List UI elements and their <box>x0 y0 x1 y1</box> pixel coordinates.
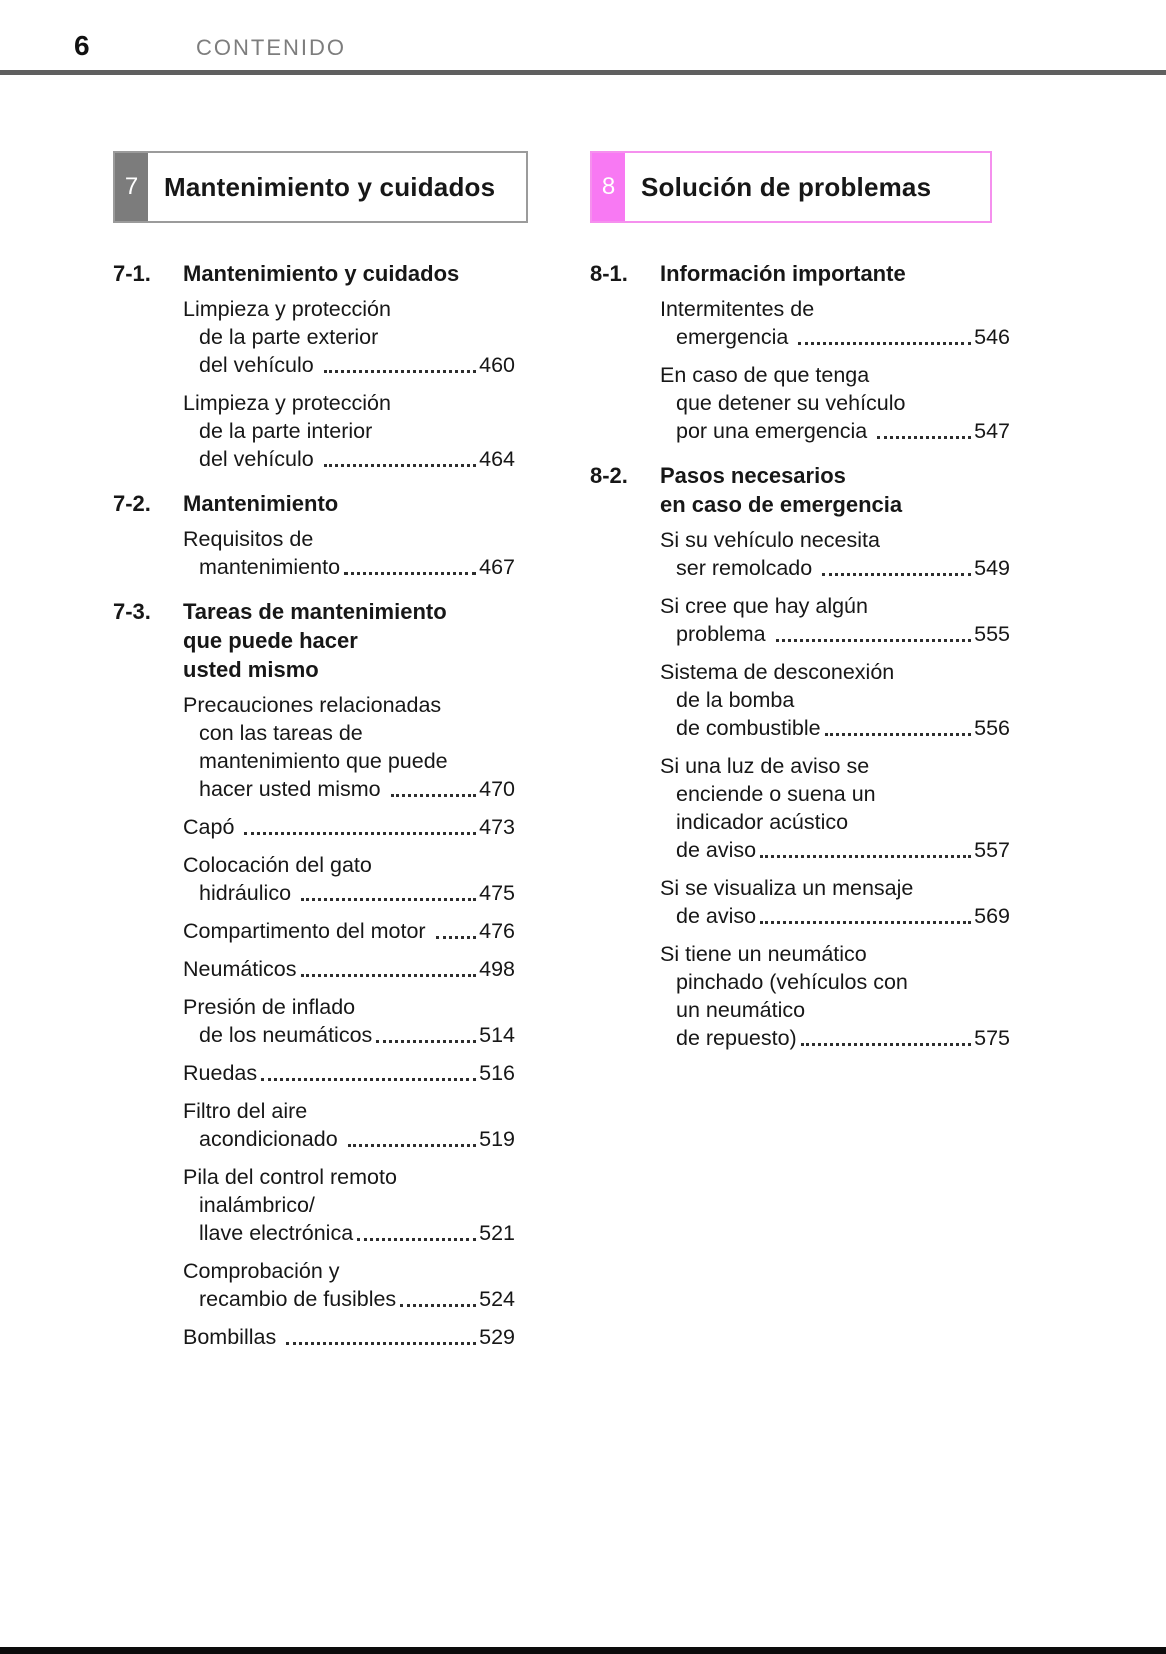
toc-entry-line: Precauciones relacionadas <box>183 693 442 717</box>
dot-leader <box>822 573 971 576</box>
toc-entry-text: llave electrónica <box>199 1221 354 1245</box>
toc-entry-line: Colocación del gato <box>183 853 372 877</box>
toc-entry-text: recambio de fusibles <box>199 1287 397 1311</box>
toc-entries <box>660 526 1010 1052</box>
toc-entry-text: hacer usted mismo <box>199 777 387 801</box>
toc-entry-text: de repuesto) <box>676 1026 797 1050</box>
dot-leader <box>324 464 476 467</box>
toc-entry-line: un neumático <box>676 998 806 1022</box>
toc-page-number: 514 <box>479 1023 515 1047</box>
toc-entry-text: de aviso <box>676 904 757 928</box>
toc-entry-leader-line <box>660 554 1010 582</box>
toc-entry-text: de combustible <box>676 716 821 740</box>
toc-section-title <box>183 489 515 518</box>
toc-entry <box>183 1323 515 1351</box>
toc-entry-text: de los neumáticos <box>199 1023 373 1047</box>
toc-entry-leader-line <box>660 1024 1010 1052</box>
toc-entry-line: indicador acústico <box>676 810 849 834</box>
toc-entry-line: En caso de que tenga <box>660 363 870 387</box>
toc-entry-line: Pila del control remoto <box>183 1165 397 1189</box>
toc-entry-line: Si cree que hay algún <box>660 594 868 618</box>
toc-page-number: 467 <box>479 555 515 579</box>
toc-page-number: 464 <box>479 447 515 471</box>
toc-entry <box>660 752 1010 864</box>
toc-page-number: 519 <box>479 1127 515 1151</box>
dot-leader <box>244 832 476 835</box>
page-header <box>0 0 1166 70</box>
dot-leader <box>357 1238 476 1241</box>
toc-section-title-line: usted mismo <box>183 657 319 682</box>
toc-entry <box>183 1059 515 1087</box>
chapter-7-header-box <box>113 151 528 223</box>
toc-entry-line: Si se visualiza un mensaje <box>660 876 914 900</box>
toc-entry-line: Si una luz de aviso se <box>660 754 870 778</box>
toc-entry-line: Limpieza y protección <box>183 297 391 321</box>
toc-entry-leader-line <box>183 1285 515 1313</box>
toc-entry <box>660 874 1010 930</box>
toc-entry <box>660 361 1010 445</box>
toc-section-title-line: Pasos necesarios <box>660 463 846 488</box>
toc-columns <box>0 75 1166 1361</box>
toc-page-number: 555 <box>974 622 1010 646</box>
toc-entry-text: Neumáticos <box>183 957 297 981</box>
toc-entry <box>183 1163 515 1247</box>
toc-section <box>590 461 1010 1052</box>
toc-entry-text: hidráulico <box>199 881 297 905</box>
toc-entry-line: Si su vehículo necesita <box>660 528 880 552</box>
toc-entry-text: por una emergencia <box>676 419 874 443</box>
chapter-8-header-box <box>590 151 992 223</box>
toc-section-number: 8-2. <box>590 463 628 488</box>
toc-entries <box>183 295 515 473</box>
dot-leader <box>400 1304 476 1307</box>
toc-entry-leader-line <box>183 1323 515 1351</box>
toc-entries <box>660 295 1010 445</box>
toc-entry <box>183 955 515 983</box>
dot-leader <box>286 1342 476 1345</box>
toc-entry-leader-line <box>183 1125 515 1153</box>
toc-page-number: 470 <box>479 777 515 801</box>
toc-page-number: 498 <box>479 957 515 981</box>
toc-entry-line: Sistema de desconexión <box>660 660 895 684</box>
toc-page-number: 557 <box>974 838 1010 862</box>
toc-entry <box>183 525 515 581</box>
toc-page-number: 547 <box>974 419 1010 443</box>
toc-page-number: 524 <box>479 1287 515 1311</box>
toc-entry-leader-line <box>183 445 515 473</box>
dot-leader <box>760 855 971 858</box>
toc-section-title <box>183 597 515 684</box>
toc-section-title-line: Mantenimiento <box>183 491 339 516</box>
toc-section <box>590 259 1010 445</box>
toc-section-number: 7-2. <box>113 491 151 516</box>
dot-leader <box>801 1043 971 1046</box>
toc-column-chapter-7 <box>113 151 515 1361</box>
chapter-title: Mantenimiento y cuidados <box>164 171 496 202</box>
toc-entry-leader-line <box>660 714 1010 742</box>
running-header-title: CONTENIDO <box>196 35 346 60</box>
toc-section-title-line: Tareas de mantenimiento <box>183 599 447 624</box>
toc-entry-text: problema <box>676 622 772 646</box>
toc-entry-line: mantenimiento que puede <box>199 749 448 773</box>
toc-entry-leader-line <box>660 902 1010 930</box>
toc-entry <box>183 813 515 841</box>
toc-entry-leader-line <box>660 836 1010 864</box>
toc-page-number: 549 <box>974 556 1010 580</box>
toc-page-number: 575 <box>974 1026 1010 1050</box>
toc-entry-line: que detener su vehículo <box>676 391 906 415</box>
toc-entry-leader-line <box>183 775 515 803</box>
toc-entry-text: emergencia <box>676 325 795 349</box>
toc-entry-line: de la parte exterior <box>199 325 379 349</box>
chapter-number-badge: 7 <box>115 153 148 221</box>
dot-leader <box>301 974 477 977</box>
toc-entry-leader-line <box>183 813 515 841</box>
dot-leader <box>760 921 971 924</box>
toc-entry-text: Bombillas <box>183 1325 283 1349</box>
toc-entry-text: Capó <box>183 815 241 839</box>
toc-entry-line: de la parte interior <box>199 419 373 443</box>
toc-entry-text: del vehículo <box>199 447 320 471</box>
dot-leader <box>436 936 477 939</box>
toc-entry-line: Presión de inflado <box>183 995 356 1019</box>
toc-entry-text: mantenimiento <box>199 555 341 579</box>
toc-entry <box>183 1097 515 1153</box>
toc-entry-leader-line <box>183 553 515 581</box>
toc-entry-line: de la bomba <box>676 688 795 712</box>
toc-page-number: 516 <box>479 1061 515 1085</box>
toc-entry-text: ser remolcado <box>676 556 819 580</box>
toc-section-title-line: en caso de emergencia <box>660 492 903 517</box>
toc-entry-text: acondicionado <box>199 1127 344 1151</box>
dot-leader <box>344 572 476 575</box>
toc-page-number: 460 <box>479 353 515 377</box>
dot-leader <box>877 436 971 439</box>
toc-entry-leader-line <box>183 1219 515 1247</box>
toc-section-heading <box>590 259 1010 288</box>
toc-entry-line: Comprobación y <box>183 1259 340 1283</box>
toc-entry <box>183 691 515 803</box>
toc-section-title-line: que puede hacer <box>183 628 358 653</box>
toc-entry-line: Intermitentes de <box>660 297 815 321</box>
toc-entry-line: Filtro del aire <box>183 1099 308 1123</box>
toc-entry-leader-line <box>183 917 515 945</box>
toc-page-number: 556 <box>974 716 1010 740</box>
toc-entry-leader-line <box>183 955 515 983</box>
toc-entry <box>660 940 1010 1052</box>
toc-section <box>113 259 515 473</box>
toc-entry-text: del vehículo <box>199 353 320 377</box>
dot-leader <box>324 370 476 373</box>
toc-entry <box>660 295 1010 351</box>
dot-leader <box>391 794 477 797</box>
page-bottom-edge <box>0 1647 1166 1654</box>
toc-page-number: 521 <box>479 1221 515 1245</box>
toc-section-title <box>183 259 515 288</box>
toc-section-title-line: Mantenimiento y cuidados <box>183 261 460 286</box>
toc-section-title <box>660 259 1010 288</box>
toc-page-number: 529 <box>479 1325 515 1349</box>
toc-section-number: 8-1. <box>590 261 628 286</box>
toc-entry <box>660 592 1010 648</box>
toc-entries <box>183 691 515 1351</box>
toc-entries <box>183 525 515 581</box>
toc-entry-line: inalámbrico/ <box>199 1193 315 1217</box>
page-number: 6 <box>74 30 90 61</box>
toc-entry <box>183 389 515 473</box>
toc-entry <box>660 526 1010 582</box>
toc-section-number: 7-1. <box>113 261 151 286</box>
toc-page-number: 569 <box>974 904 1010 928</box>
toc-entry-text: Compartimento del motor <box>183 919 432 943</box>
toc-entry <box>183 993 515 1049</box>
toc-entry-leader-line <box>183 879 515 907</box>
toc-column-chapter-8 <box>590 151 1010 1361</box>
toc-page-number: 473 <box>479 815 515 839</box>
toc-section-title <box>660 461 1010 519</box>
dot-leader <box>776 639 972 642</box>
toc-entry-leader-line <box>183 1021 515 1049</box>
toc-entry-leader-line <box>660 620 1010 648</box>
toc-entry-line: Requisitos de <box>183 527 314 551</box>
toc-section-number: 7-3. <box>113 599 151 624</box>
dot-leader <box>376 1040 476 1043</box>
dot-leader <box>825 733 972 736</box>
toc-section-heading <box>113 259 515 288</box>
toc-entry <box>183 295 515 379</box>
chapter-number-badge: 8 <box>592 153 625 221</box>
toc-entry <box>183 1257 515 1313</box>
toc-entry <box>183 917 515 945</box>
toc-page-number: 546 <box>974 325 1010 349</box>
toc-entry-line: Si tiene un neumático <box>660 942 867 966</box>
toc-entry <box>660 658 1010 742</box>
toc-section-heading <box>590 461 1010 519</box>
toc-page-number: 476 <box>479 919 515 943</box>
toc-section-heading <box>113 489 515 518</box>
toc-section <box>113 489 515 581</box>
toc-entry-line: pinchado (vehículos con <box>676 970 908 994</box>
dot-leader <box>348 1144 476 1147</box>
toc-entry-line: Limpieza y protección <box>183 391 391 415</box>
chapter-title: Solución de problemas <box>641 171 932 202</box>
dot-leader <box>798 342 971 345</box>
toc-entry-text: Ruedas <box>183 1061 258 1085</box>
toc-entry-line: enciende o suena un <box>676 782 876 806</box>
dot-leader <box>261 1078 476 1081</box>
toc-entry-leader-line <box>660 417 1010 445</box>
toc-page-number: 475 <box>479 881 515 905</box>
toc-section-heading <box>113 597 515 684</box>
toc-entry-leader-line <box>183 1059 515 1087</box>
toc-entry <box>183 851 515 907</box>
toc-entry-leader-line <box>183 351 515 379</box>
toc-entry-text: de aviso <box>676 838 757 862</box>
toc-section <box>113 597 515 1351</box>
toc-section-title-line: Información importante <box>660 261 906 286</box>
toc-entry-line: con las tareas de <box>199 721 363 745</box>
dot-leader <box>301 898 476 901</box>
toc-entry-leader-line <box>660 323 1010 351</box>
